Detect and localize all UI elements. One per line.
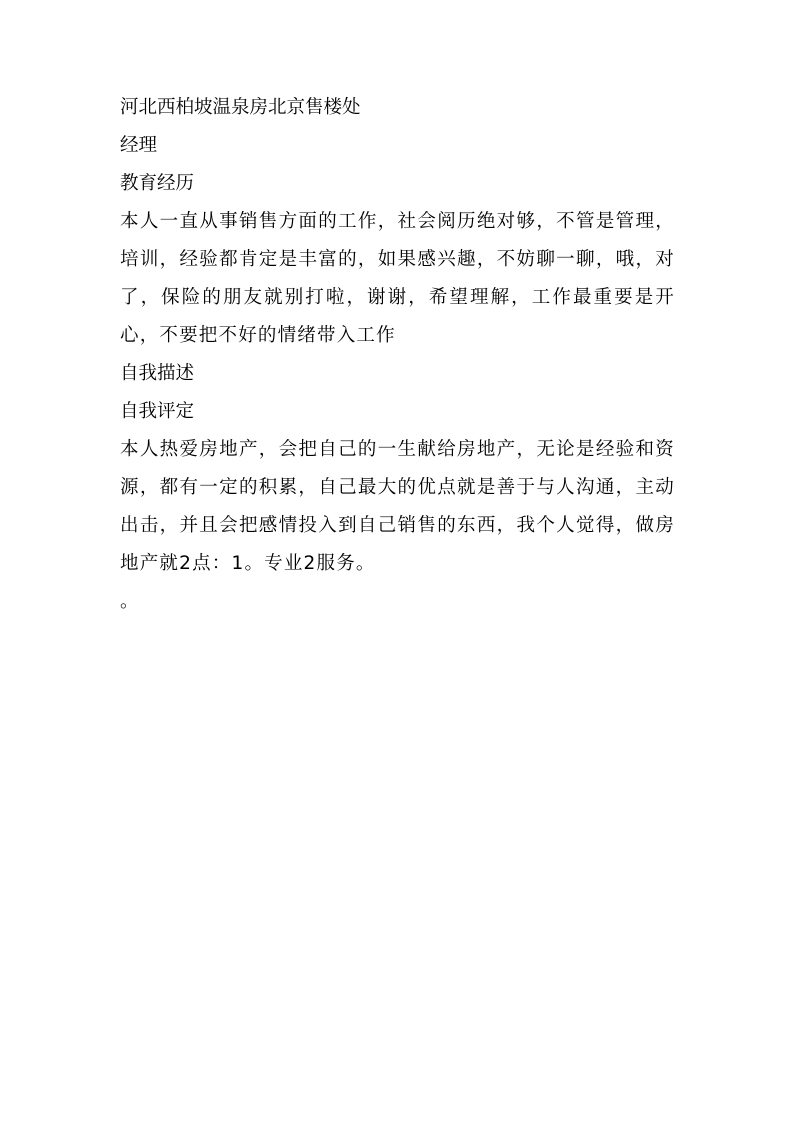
self-evaluation-paragraph: 本人热爱房地产，会把自己的一生献给房地产，无论是经验和资源，都有一定的积累，自己最大的优点就是善于与人沟通，主动出击，并且会把感情投入到自己销售的东西，我个人觉得，做房地产就2点：1。专业2服务。 (120, 439, 675, 574)
document-title: 河北西柏坡温泉房北京售楼处 (120, 97, 361, 118)
education-paragraph: 本人一直从事销售方面的工作，社会阅历绝对够，不管是管理，培训，经验都肯定是丰富的，如果感兴趣，不妨聊一聊，哦，对了，保险的朋友就别打啦，谢谢，希望理解，工作最重要是开心，不要把不好的情绪带入工作 (120, 211, 675, 346)
trailing-mark: 。 (120, 591, 139, 612)
self-description-heading: 自我描述 (120, 363, 195, 384)
education-heading: 教育经历 (120, 173, 195, 194)
self-evaluation-heading: 自我评定 (120, 401, 195, 422)
position-text: 经理 (120, 135, 158, 156)
document-body (120, 96, 675, 614)
